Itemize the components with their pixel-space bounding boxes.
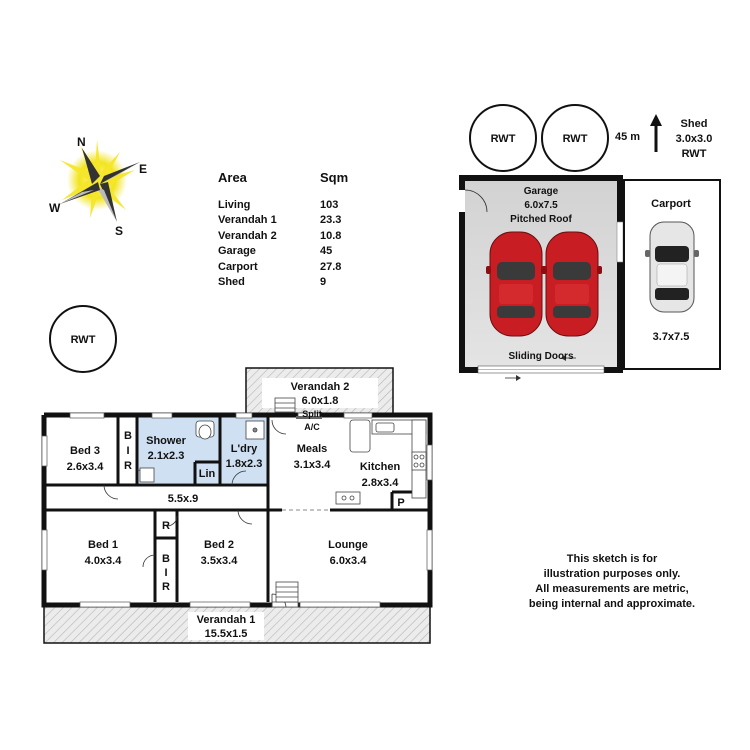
area-row-sqm: 27.8 xyxy=(320,260,342,273)
area-table-row xyxy=(218,213,378,229)
compass-north-label: N xyxy=(77,135,86,149)
garage-roof: Pitched Roof xyxy=(510,214,572,225)
shower-size: 2.1x2.3 xyxy=(147,450,185,462)
rwt-tank-top-1-label: RWT xyxy=(490,133,516,145)
verandah-2-size: 6.0x1.8 xyxy=(301,395,339,407)
kitchen-title: Kitchen xyxy=(359,461,401,473)
area-row-name: Garage xyxy=(218,245,256,258)
disclaimer-line: being internal and approximate. xyxy=(528,598,696,610)
disclaimer-line: This sketch is for xyxy=(566,553,658,565)
verandah-1 xyxy=(44,605,430,643)
bir-low-r: R xyxy=(162,581,170,593)
kitchen-island-cooktop xyxy=(336,492,360,504)
house xyxy=(42,398,432,607)
shed-size: 3.0x3.0 xyxy=(675,133,713,145)
bed2-title: Bed 2 xyxy=(204,539,234,551)
kitchen-sink-icon xyxy=(376,423,394,432)
garage-size: 6.0x7.5 xyxy=(524,200,558,211)
area-table-row xyxy=(218,228,378,244)
bed3-size: 2.6x3.4 xyxy=(66,461,104,473)
verandah-2 xyxy=(246,368,393,415)
laundry-size: 1.8x2.3 xyxy=(225,458,263,470)
shower-tray-icon xyxy=(140,468,154,482)
bed2-size: 3.5x3.4 xyxy=(200,555,238,567)
lounge-title: Lounge xyxy=(328,539,368,551)
garage-doors-label: Sliding Doors xyxy=(508,351,574,362)
meals-size: 3.1x3.4 xyxy=(293,459,331,471)
car-white xyxy=(645,222,699,312)
area-row-name: Carport xyxy=(218,260,258,273)
disclaimer-line: illustration purposes only. xyxy=(543,568,681,580)
pantry-label: P xyxy=(397,497,405,509)
verandah-1-title: Verandah 1 xyxy=(196,614,256,626)
area-table xyxy=(218,170,378,290)
bir-top-r: R xyxy=(124,460,132,472)
area-row-name: Living xyxy=(218,198,251,211)
area-row-name: Shed xyxy=(218,276,245,289)
compass-east-label: E xyxy=(139,162,148,176)
linen-label: Lin xyxy=(198,468,216,480)
car-red-1 xyxy=(486,232,546,336)
cooktop-icon xyxy=(412,452,426,470)
carport xyxy=(624,180,720,369)
garage-window xyxy=(617,222,623,262)
bed1-size: 4.0x3.4 xyxy=(84,555,122,567)
bir-top-i: I xyxy=(126,445,130,457)
garage-side-door xyxy=(459,190,465,212)
bir-low-b: B xyxy=(162,553,170,565)
area-table-row xyxy=(218,244,378,260)
shed-title: Shed xyxy=(680,118,708,130)
area-row-sqm: 103 xyxy=(320,198,339,211)
area-row-name: Verandah 1 xyxy=(218,214,277,227)
disclaimer-note xyxy=(512,552,712,612)
fridge-icon xyxy=(350,420,370,452)
kitchen-size: 2.8x3.4 xyxy=(361,477,399,489)
shed-distance: 45 m xyxy=(615,131,641,143)
area-table-header xyxy=(218,170,378,185)
verandah-2-title: Verandah 2 xyxy=(290,381,350,393)
compass-west-label: W xyxy=(49,201,61,215)
rwt-tank-top-2-label: RWT xyxy=(562,133,588,145)
carport-title: Carport xyxy=(651,198,691,210)
bir-low-i: I xyxy=(164,567,168,579)
meals-title: Meals xyxy=(296,443,328,455)
lounge-size: 6.0x3.4 xyxy=(329,555,367,567)
car-red-2 xyxy=(542,232,602,336)
garage-title: Garage xyxy=(523,186,559,197)
carport-size: 3.7x7.5 xyxy=(652,331,690,343)
area-row-sqm: 23.3 xyxy=(320,214,342,227)
shower-title: Shower xyxy=(146,435,186,447)
area-row-sqm: 10.8 xyxy=(320,229,342,242)
area-table-header-area: Area xyxy=(218,170,247,185)
stairs xyxy=(275,398,298,602)
split-label: Split xyxy=(302,409,322,419)
area-table-row xyxy=(218,275,378,291)
compass-sun-glow xyxy=(60,140,135,218)
area-row-sqm: 9 xyxy=(320,276,327,289)
bir-top-b: B xyxy=(124,430,132,442)
compass-south-label: S xyxy=(115,224,124,238)
shed-rwt: RWT xyxy=(681,148,707,160)
robe-label: R xyxy=(162,520,170,532)
area-row-sqm: 45 xyxy=(320,245,333,258)
verandah-1-size: 15.5x1.5 xyxy=(204,628,248,640)
ac-label: A/C xyxy=(304,422,320,432)
compass-rose xyxy=(49,135,147,238)
garage xyxy=(459,178,623,381)
arrow-head-icon xyxy=(650,114,662,126)
hall-size: 5.5x.9 xyxy=(167,493,199,505)
toilet-bowl-icon xyxy=(199,425,211,439)
area-table-header-sqm: Sqm xyxy=(320,170,349,185)
rwt-tank-left-label: RWT xyxy=(70,334,96,346)
area-row-name: Verandah 2 xyxy=(218,229,277,242)
shed-note xyxy=(615,114,712,160)
disclaimer-line: All measurements are metric, xyxy=(535,583,689,595)
bed3-title: Bed 3 xyxy=(70,445,100,457)
bed1-title: Bed 1 xyxy=(88,539,118,551)
laundry-title: L'dry xyxy=(230,443,258,455)
area-table-row xyxy=(218,259,378,275)
area-table-row xyxy=(218,197,378,213)
